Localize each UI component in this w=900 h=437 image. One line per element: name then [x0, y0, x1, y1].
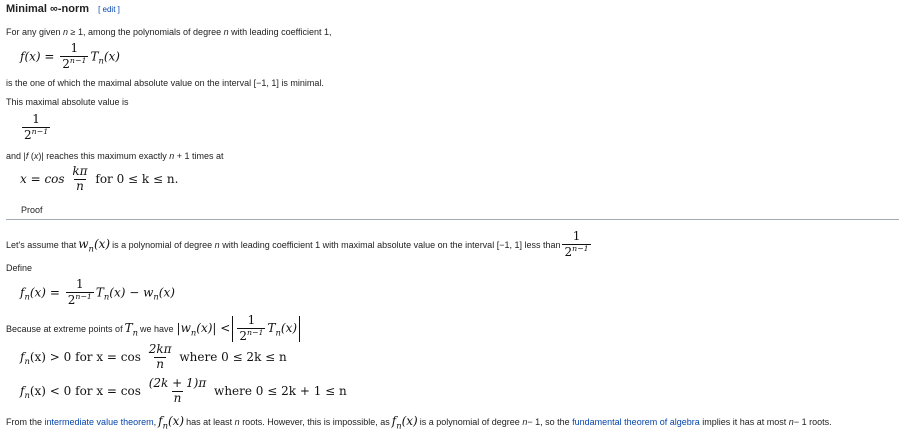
text-define: Define	[6, 263, 33, 273]
intro-part: For any given	[6, 27, 64, 37]
exponent: n−1	[246, 327, 264, 337]
fraction-2k1pi-over-n	[147, 377, 208, 406]
equation-fn-negative	[20, 377, 347, 406]
var-n: n	[788, 417, 794, 428]
section-title: Minimal ∞-norm	[6, 3, 90, 15]
abs-bar-right	[299, 316, 300, 342]
text-part: − 1 roots.	[793, 417, 832, 428]
var-w: w	[78, 236, 89, 251]
text-line-max-value: This maximal absolute value is	[6, 97, 129, 107]
arg-x: (x)	[29, 285, 46, 300]
var-n: n	[169, 151, 175, 161]
exponent: n−1	[69, 55, 87, 65]
text-assume	[6, 230, 593, 260]
fraction-one-over-power	[22, 113, 50, 143]
fraction-kpi-over-n	[70, 165, 89, 194]
text-part: roots. However, this is impossible, as	[242, 417, 390, 428]
eq-lhs: f(x) =	[20, 49, 55, 64]
text-part: is a polynomial of degree	[419, 417, 520, 428]
denominator: n	[156, 356, 164, 371]
text-part: is a polynomial of degree	[112, 239, 213, 250]
text-part: (	[28, 151, 34, 161]
minus-w: (x) − w	[109, 285, 154, 300]
var-f: f	[25, 151, 29, 161]
arg-x: (x)	[93, 236, 111, 251]
numerator: 1	[572, 229, 581, 243]
range-condition: for 0 ≤ k ≤ n.	[95, 171, 179, 186]
base-two: 2	[67, 292, 76, 307]
numerator: 1	[32, 112, 40, 126]
fraction-one-over-power	[237, 314, 265, 344]
denominator	[22, 127, 50, 143]
fraction-one-over-power	[60, 42, 88, 72]
denominator	[66, 292, 94, 308]
var-n: n	[223, 27, 229, 37]
proof-toggle[interactable]: Proof	[21, 205, 43, 215]
subscript-n: n	[190, 326, 197, 337]
where-condition: where 0 ≤ 2k + 1 ≤ n	[214, 383, 347, 398]
equation-extrema-points	[20, 165, 178, 194]
denominator	[60, 56, 88, 72]
T-n	[125, 321, 138, 337]
base-two: 2	[24, 127, 32, 142]
equation-max-value	[20, 113, 52, 143]
numerator: 1	[75, 277, 84, 291]
eq-lhs: x = cos	[20, 171, 65, 186]
intro-part: with leading coefficient 1,	[228, 27, 332, 37]
arg-x: (x)	[280, 320, 298, 335]
var-f: f	[158, 414, 163, 428]
numerator: kπ	[72, 164, 88, 178]
intro-part: ≥ 1, among the polynomials of degree	[68, 27, 224, 37]
subscript-n: n	[88, 242, 94, 253]
equation-f-definition	[20, 42, 120, 72]
text-part: we have	[140, 323, 174, 334]
subscript-n: n	[132, 326, 138, 337]
var-n: n	[214, 239, 220, 250]
text-part: with leading coefficient 1 with maximal absolute value on the interval [−1, 1] less than	[222, 239, 561, 250]
section-heading	[6, 3, 120, 15]
text-part: ,	[153, 417, 157, 428]
arg-x: (x)	[401, 414, 418, 428]
numerator: 1	[70, 41, 79, 55]
f-n-x	[158, 414, 184, 430]
subscript-n: n	[153, 291, 159, 302]
var-x: x	[33, 151, 39, 161]
text-part: has at least	[186, 417, 233, 428]
text-part: From the	[6, 417, 43, 428]
chebyshev-T: T	[124, 320, 133, 335]
var-n: n	[234, 417, 240, 428]
text-conclusion	[6, 414, 832, 430]
numerator: 2kπ	[148, 342, 172, 356]
chebyshev-T: T	[95, 285, 104, 300]
T-n-x	[267, 321, 297, 337]
denominator: n	[173, 390, 182, 405]
base-two: 2	[239, 328, 247, 343]
var-f: f	[391, 414, 397, 428]
exponent: n−1	[31, 126, 49, 136]
subscript-n: n	[103, 291, 110, 302]
base-two: 2	[564, 244, 573, 259]
exponent: n−1	[572, 243, 589, 253]
equation-fn-positive	[20, 343, 287, 372]
fraction-one-over-power	[562, 230, 590, 260]
proof-divider	[6, 219, 899, 220]
abs-bar-left	[232, 316, 233, 342]
subscript-n: n	[275, 326, 281, 337]
less-than: (x)| <	[196, 320, 231, 335]
text-part: − 1, so the	[527, 417, 570, 428]
arg-x: (x)	[158, 285, 175, 300]
abs-w: |w	[176, 320, 191, 335]
denominator	[237, 328, 265, 344]
text-line-minimal: is the one of which the maximal absolute value on the interval [−1, 1] is minimal.	[6, 78, 324, 88]
edit-link[interactable]: [ edit ]	[98, 5, 120, 14]
text-because	[6, 314, 302, 344]
text-part: implies it has at most	[702, 417, 787, 428]
f-n-x	[392, 414, 418, 430]
text-part: + 1 times at	[174, 151, 224, 161]
lt-zero-condition: (x) < 0 for x = cos	[29, 383, 141, 398]
var-n: n	[522, 417, 528, 428]
where-condition: where 0 ≤ 2k ≤ n	[179, 349, 287, 364]
denominator: n	[76, 178, 84, 193]
var-f: f	[20, 383, 25, 398]
exponent: n−1	[75, 291, 92, 301]
var-f: f	[20, 349, 25, 364]
text-part: Because at extreme points of	[6, 323, 123, 334]
var-f: f	[20, 285, 25, 300]
link-fundamental-theorem-of-algebra[interactable]: fundamental theorem of algebra	[572, 417, 700, 428]
numerator: 1	[247, 313, 256, 327]
subscript-n: n	[162, 420, 168, 431]
subscript-n: n	[24, 390, 30, 401]
text-line-reaches-max	[6, 151, 224, 161]
subscript-n: n	[98, 55, 104, 66]
denominator	[562, 244, 590, 260]
subscript-n: n	[24, 291, 30, 302]
fraction-2kpi-over-n	[147, 343, 174, 372]
abs-w-inequality	[177, 321, 231, 337]
numerator: (2k + 1)π	[148, 376, 207, 390]
equation-fn-definition: $f_n(x)$ = $\frac{1}{2^{n-1}}$ $T_n(x) - w_n(x)$	[20, 277, 175, 307]
w-n-x	[78, 237, 110, 253]
text-part: Let's assume that	[6, 239, 77, 250]
var-n: n	[63, 27, 69, 37]
base-two: 2	[62, 56, 70, 71]
link-intermediate-value-theorem[interactable]: intermediate value theorem	[44, 417, 154, 428]
fraction-one-over-power	[66, 278, 94, 308]
chebyshev-T: T	[90, 49, 99, 64]
intro-text	[6, 27, 332, 37]
chebyshev-T: T	[267, 320, 276, 335]
arg-x: (x)	[167, 414, 185, 428]
subscript-n: n	[396, 420, 402, 431]
text-part: and |	[6, 151, 26, 161]
text-part: )| reaches this maximum exactly	[38, 151, 170, 161]
subscript-n: n	[24, 356, 30, 367]
gt-zero-condition: (x) > 0 for x = cos	[29, 349, 141, 364]
arg-x: (x)	[103, 49, 120, 64]
